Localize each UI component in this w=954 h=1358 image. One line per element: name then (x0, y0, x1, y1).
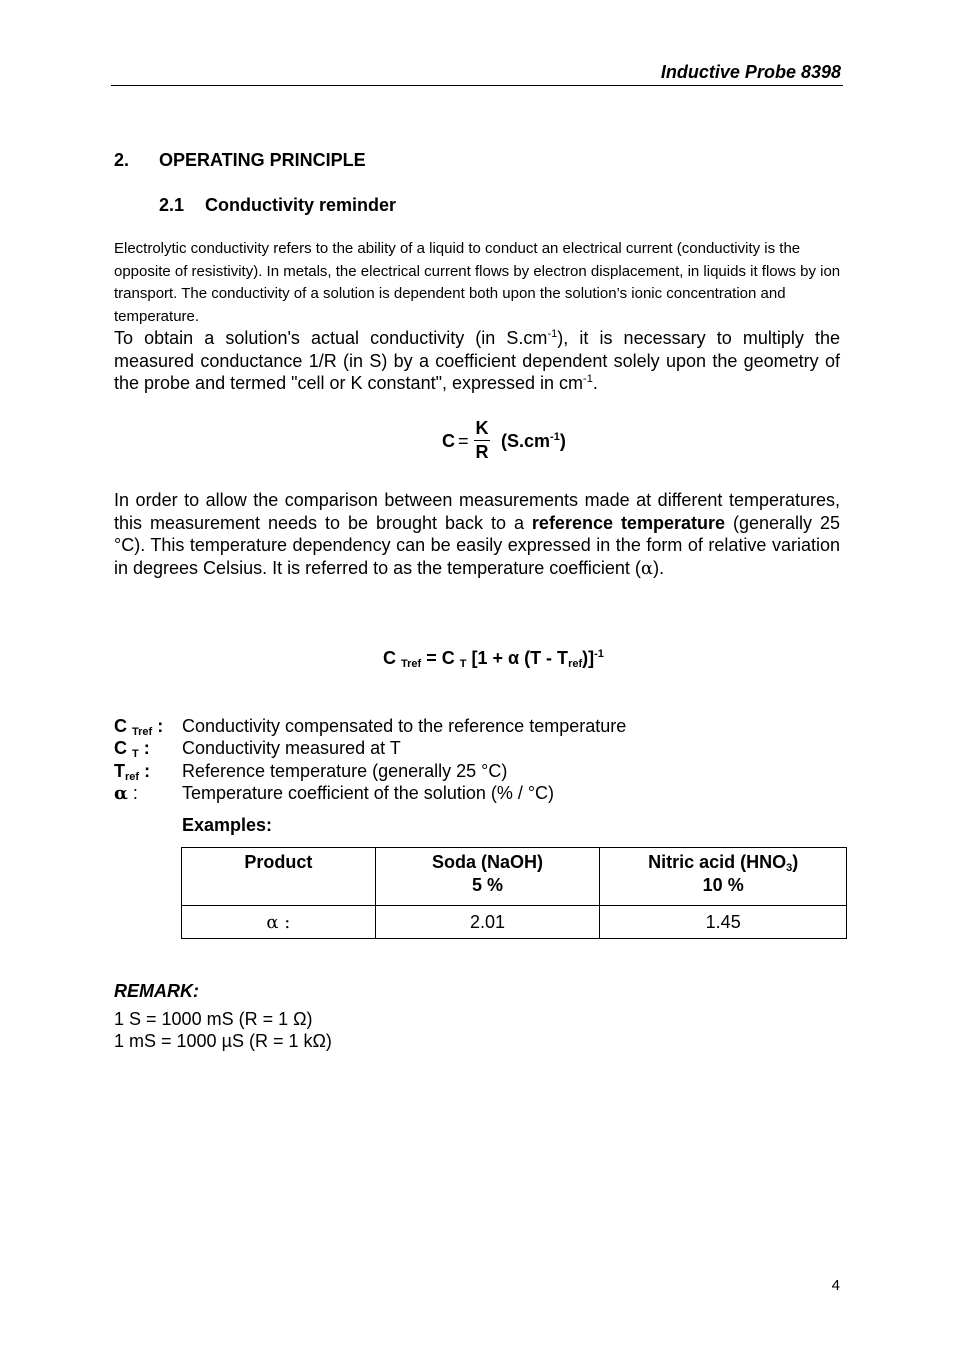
f2-mid2: [1 + α (T - T (466, 648, 569, 668)
definition-text: Temperature coefficient of the solution (% / °C) (182, 783, 555, 803)
table-cell: 1.45 (600, 906, 847, 939)
definition-text: Conductivity compensated to the reference temperature (182, 716, 627, 736)
compensation-formula (383, 648, 604, 669)
def-sub: ref (125, 771, 140, 783)
header-line: ) (792, 852, 799, 872)
header-line: Soda (NaOH) (432, 852, 544, 872)
f2-sub1: Tref (401, 658, 422, 670)
table-header-cell (375, 848, 600, 906)
definition-text: Conductivity measured at T (182, 738, 401, 758)
para2-b: (generally 25 °C). This temperature dependency can be easily expressed in the form of relative variation in degrees Celsius. It is referred to as the temperature coefficient ( (114, 512, 840, 578)
table-header-cell (600, 848, 847, 906)
formula1-unit-a: (S.cm (501, 431, 551, 451)
section-title: OPERATING PRINCIPLE (159, 150, 366, 170)
def-sym: α (114, 783, 128, 804)
f2-sub2: T (459, 658, 467, 670)
header-line: 10 % (702, 875, 744, 895)
def-colon: : (152, 716, 164, 736)
fraction-bar (474, 440, 490, 441)
header-title: Inductive Probe 8398 (660, 62, 841, 82)
f2-mid1: = C (426, 648, 455, 668)
formula1-denominator: R (475, 442, 489, 462)
header-rule (111, 85, 843, 86)
section-number: 2. (114, 150, 130, 170)
definition-symbol (114, 782, 138, 806)
f2-c1: C (383, 648, 396, 668)
definition-text: Reference temperature (generally 25 °C) (182, 761, 508, 781)
table-header-cell (182, 848, 376, 906)
table-cell: α : (182, 906, 376, 939)
page-number: 4 (831, 1277, 840, 1294)
def-sym: T (114, 761, 125, 781)
f2-sup: -1 (594, 648, 604, 660)
para2-alpha: α (640, 557, 654, 579)
para2-a: In order to allow the comparison between measurements made at different temperatures, this measurement needs to be brought back to a (114, 490, 840, 533)
formula1-unit (501, 431, 566, 452)
def-sub: T (132, 748, 139, 760)
def-colon: : (138, 738, 150, 758)
def-sub: Tref (132, 726, 153, 738)
table-header-row (182, 848, 847, 906)
header-line: 5 % (472, 875, 504, 895)
def-colon: : (139, 761, 151, 781)
f2-sub3: ref (568, 658, 583, 670)
remark-line: 1 mS = 1000 µS (R = 1 kΩ) (114, 1031, 332, 1051)
table-row (182, 906, 847, 939)
table-cell: 2.01 (375, 906, 600, 939)
remark-line: 1 S = 1000 mS (R = 1 Ω) (114, 1009, 313, 1029)
subsection-number: 2.1 (159, 195, 185, 215)
definition-symbol (114, 760, 150, 783)
remark-title: REMARK: (114, 981, 199, 1001)
header-line: Product (244, 852, 313, 872)
para1-sup2: -1 (583, 373, 593, 385)
formula1-fraction (474, 418, 490, 463)
definition-symbol (114, 715, 163, 738)
header-line: Nitric acid (HNO (648, 852, 787, 872)
para1-sup1: -1 (547, 328, 558, 340)
reference-temperature-paragraph (114, 489, 840, 580)
cell-constant-paragraph (114, 327, 840, 395)
header-sub: 3 (786, 862, 793, 874)
para2-c: ). (653, 557, 665, 578)
def-sym: C (114, 716, 127, 736)
examples-table (181, 847, 847, 939)
def-colon: : (127, 783, 138, 803)
examples-label: Examples: (182, 815, 273, 835)
formula1-numerator: K (475, 418, 489, 438)
para2-bold: reference temperature (531, 512, 725, 533)
intro-paragraph: Electrolytic conductivity refers to the ability of a liquid to conduct an electrical current (conductivity is the opposite of resistivity). In metals, the electrical current flows by electron displacement, in liquids it flows by ion transport. The conductivity of a solution is dependent both upon the solution’s ionic concentration and temperature. (114, 240, 841, 325)
definition-symbol (114, 737, 150, 760)
subsection-title: Conductivity reminder (205, 195, 397, 215)
formula1-lhs: C (442, 431, 455, 451)
formula1-unit-sup: -1 (550, 431, 560, 443)
def-sym: C (114, 738, 127, 758)
f2-mid3: )] (582, 648, 595, 668)
para1-b: ), it is necessary to multiply the measured conductance 1/R (in S) by a coefficient dependent solely upon the geometry of the probe and termed "cell or K constant", expressed in cm (114, 328, 840, 393)
para1-a: To obtain a solution's actual conductivity (in S.cm (114, 328, 548, 348)
formula1-unit-b: ) (559, 431, 566, 451)
formula1-equals: = (458, 431, 469, 451)
para1-c: . (592, 373, 598, 393)
